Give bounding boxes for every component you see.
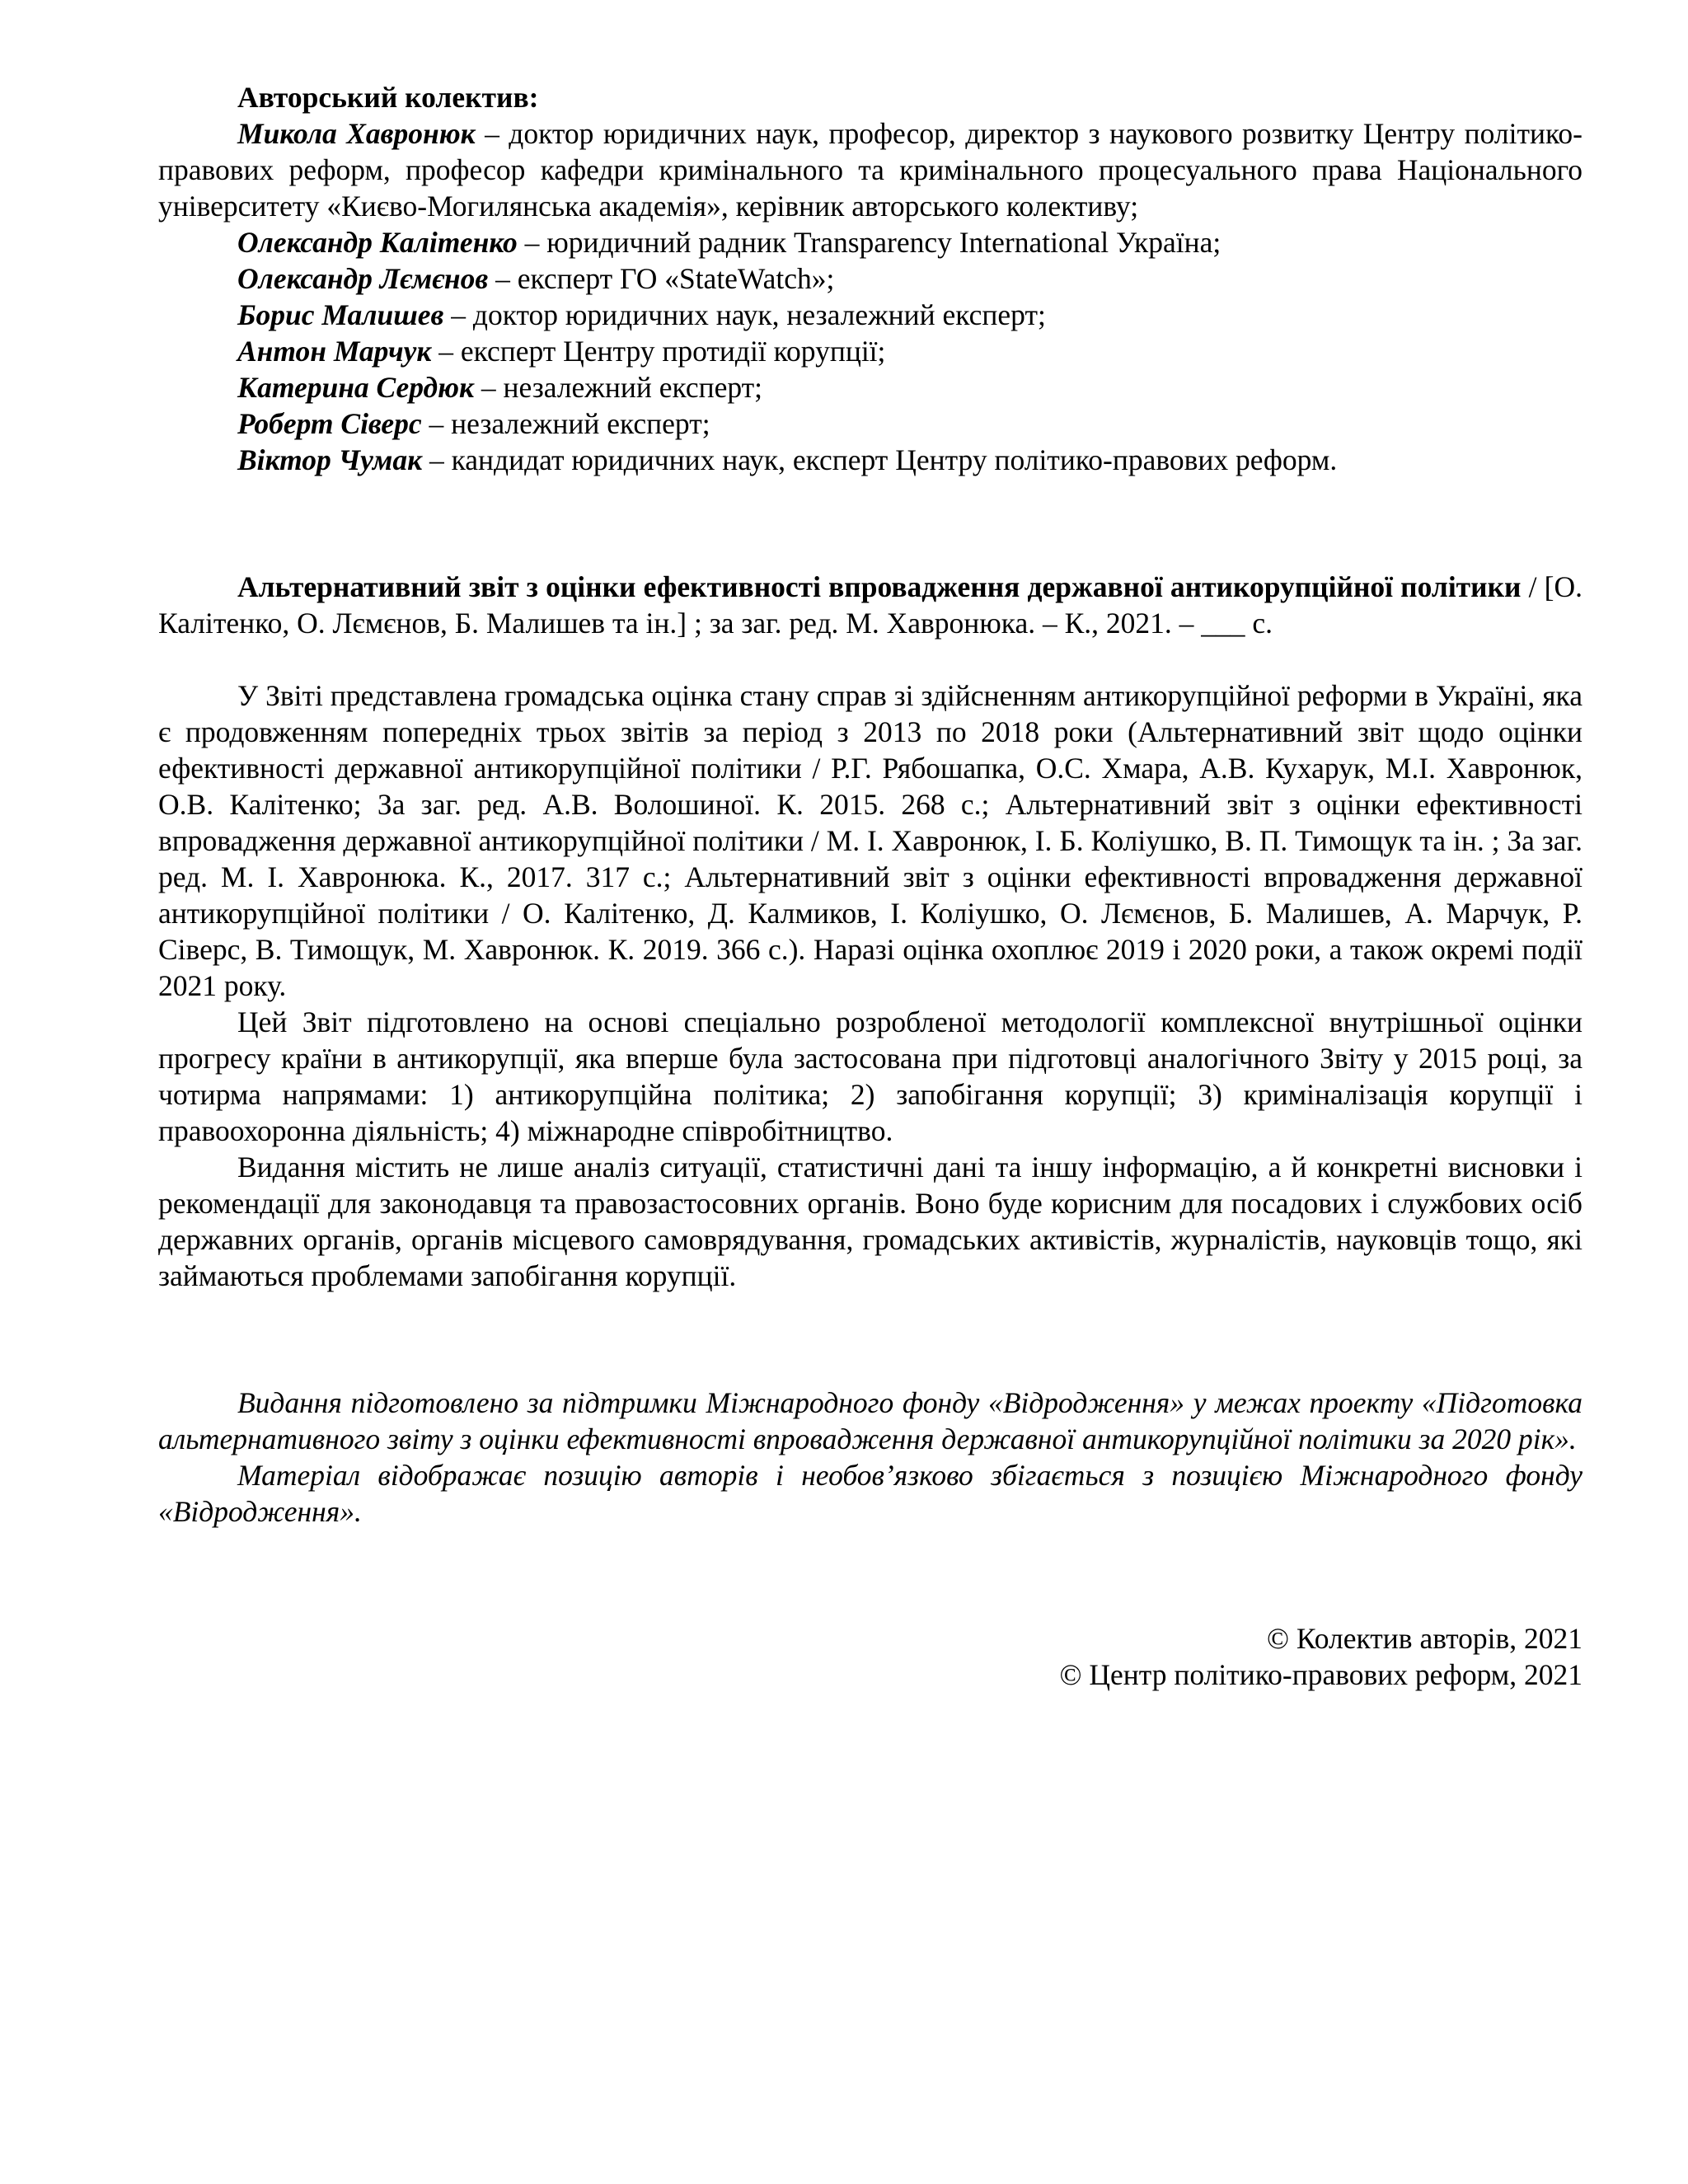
author-entry	[158, 224, 1582, 260]
body-paragraph: У Звіті представлена громадська оцінка стану справ зі здійсненням антикорупційної реформи в Україні, яка є продовженням попередніх трьох звітів за період з 2013 по 2018 роки (Альтернативний звіт щодо оцінки ефективності державної антикорупційної політики / Р.Г. Рябошапка, О.С. Хмара, А.В. Кухарук, М.І. Хавронюк, О.В. Калітенко; За заг. ред. А.В. Волошиної. К. 2015. 268 с.; Альтернативний звіт з оцінки ефективності впровадження державної антикорупційної політики / М. І. Хавронюк, І. Б. Коліушко, В. П. Тимощук та ін. ; За заг. ред. М. І. Хавронюка. К., 2017. 317 с.; Альтернативний звіт з оцінки ефективності впровадження державної антикорупційної політики / О. Калітенко, Д. Калмиков, І. Коліушко, О. Лємєнов, Б. Малишев, А. Марчук, Р. Сіверс, В. Тимощук, М. Хавронюк. К. 2019. 366 с.). Наразі оцінка охоплює 2019 і 2020 роки, а також окремі події 2021 року.	[158, 679, 1582, 1002]
copyright-center: © Центр політико-правових реформ, 2021	[1059, 1658, 1582, 1691]
author-description: – незалежний експерт;	[474, 371, 762, 404]
author-name: Антон Марчук	[237, 335, 432, 368]
body-paragraph: Видання містить не лише аналіз ситуації, статистичні дані та іншу інформацію, а й конкретні висновки і рекомендації для законодавця та правозастосовних органів. Воно буде корисним для посадових і службових осіб державних органів, органів місцевого самоврядування, громадських активістів, журналістів, науковців тощо, які займаються проблемами запобігання корупції.	[158, 1151, 1582, 1292]
author-entry	[158, 260, 1582, 297]
author-name: Борис Малишев	[237, 298, 444, 331]
author-entry	[158, 333, 1582, 369]
author-description: – доктор юридичних наук, професор, директор з наукового розвитку Центру політико-правових реформ, професор кафедри кримінального та кримінального процесуального права Національного університету «Києво-Могилянська академія», керівник авторського колективу;	[158, 117, 1582, 223]
spacer	[158, 1530, 1582, 1620]
spacer	[158, 478, 1582, 569]
citation	[158, 569, 1582, 641]
author-description: – юридичний радник Transparency International Україна;	[517, 226, 1221, 259]
author-entry	[158, 369, 1582, 405]
spacer	[158, 641, 1582, 677]
author-description: – кандидат юридичних наук, експерт Центру політико-правових реформ.	[422, 443, 1338, 476]
author-entry	[158, 442, 1582, 478]
author-description: – незалежний експерт;	[421, 407, 710, 440]
authors-heading: Авторський колектив:	[237, 81, 539, 114]
author-name: Катерина Сердюк	[237, 371, 475, 404]
spacer	[158, 1294, 1582, 1385]
citation-details: / [О. Калітенко, О. Лємєнов, Б. Малишев та ін.] ; за заг. ред. М. Хавронюка. – К., 2021. – ___ с.	[158, 570, 1582, 640]
body-paragraph: Цей Звіт підготовлено на основі спеціально розробленої методології комплексної внутрішньої оцінки прогресу країни в антикорупції, яка вперше була застосована при підготовці аналогічного Звіту у 2015 році, за чотирма напрямами: 1) антикорупційна політика; 2) запобігання корупції; 3) криміналізація корупції і правоохоронна діяльність; 4) міжнародне співробітництво.	[158, 1005, 1582, 1147]
document-content	[158, 79, 1582, 1693]
author-name: Віктор Чумак	[237, 443, 423, 476]
author-entry	[158, 115, 1582, 224]
funding-note: Видання підготовлено за підтримки Міжнародного фонду «Відродження» у межах проекту «Підготовка альтернативного звіту з оцінки ефективності впровадження державної антикорупційної політики за 2020 рік».	[158, 1386, 1582, 1455]
citation-title: Альтернативний звіт з оцінки ефективності впровадження державної антикорупційної політики	[237, 570, 1522, 603]
author-name: Олександр Калітенко	[237, 226, 518, 259]
author-name: Микола Хавронюк	[237, 117, 476, 150]
author-description: – доктор юридичних наук, незалежний експерт;	[443, 298, 1046, 331]
disclaimer-note: Матеріал відображає позицію авторів і необов’язково збігається з позицією Міжнародного фонду «Відродження».	[158, 1459, 1582, 1528]
author-description: – експерт ГО «StateWatch»;	[488, 262, 835, 295]
author-entry	[158, 405, 1582, 442]
author-name: Олександр Лємєнов	[237, 262, 489, 295]
author-name: Роберт Сіверс	[237, 407, 422, 440]
author-description: – експерт Центру протидії корупції;	[431, 335, 886, 368]
author-entry	[158, 297, 1582, 333]
copyright-authors: © Колектив авторів, 2021	[1267, 1622, 1582, 1655]
